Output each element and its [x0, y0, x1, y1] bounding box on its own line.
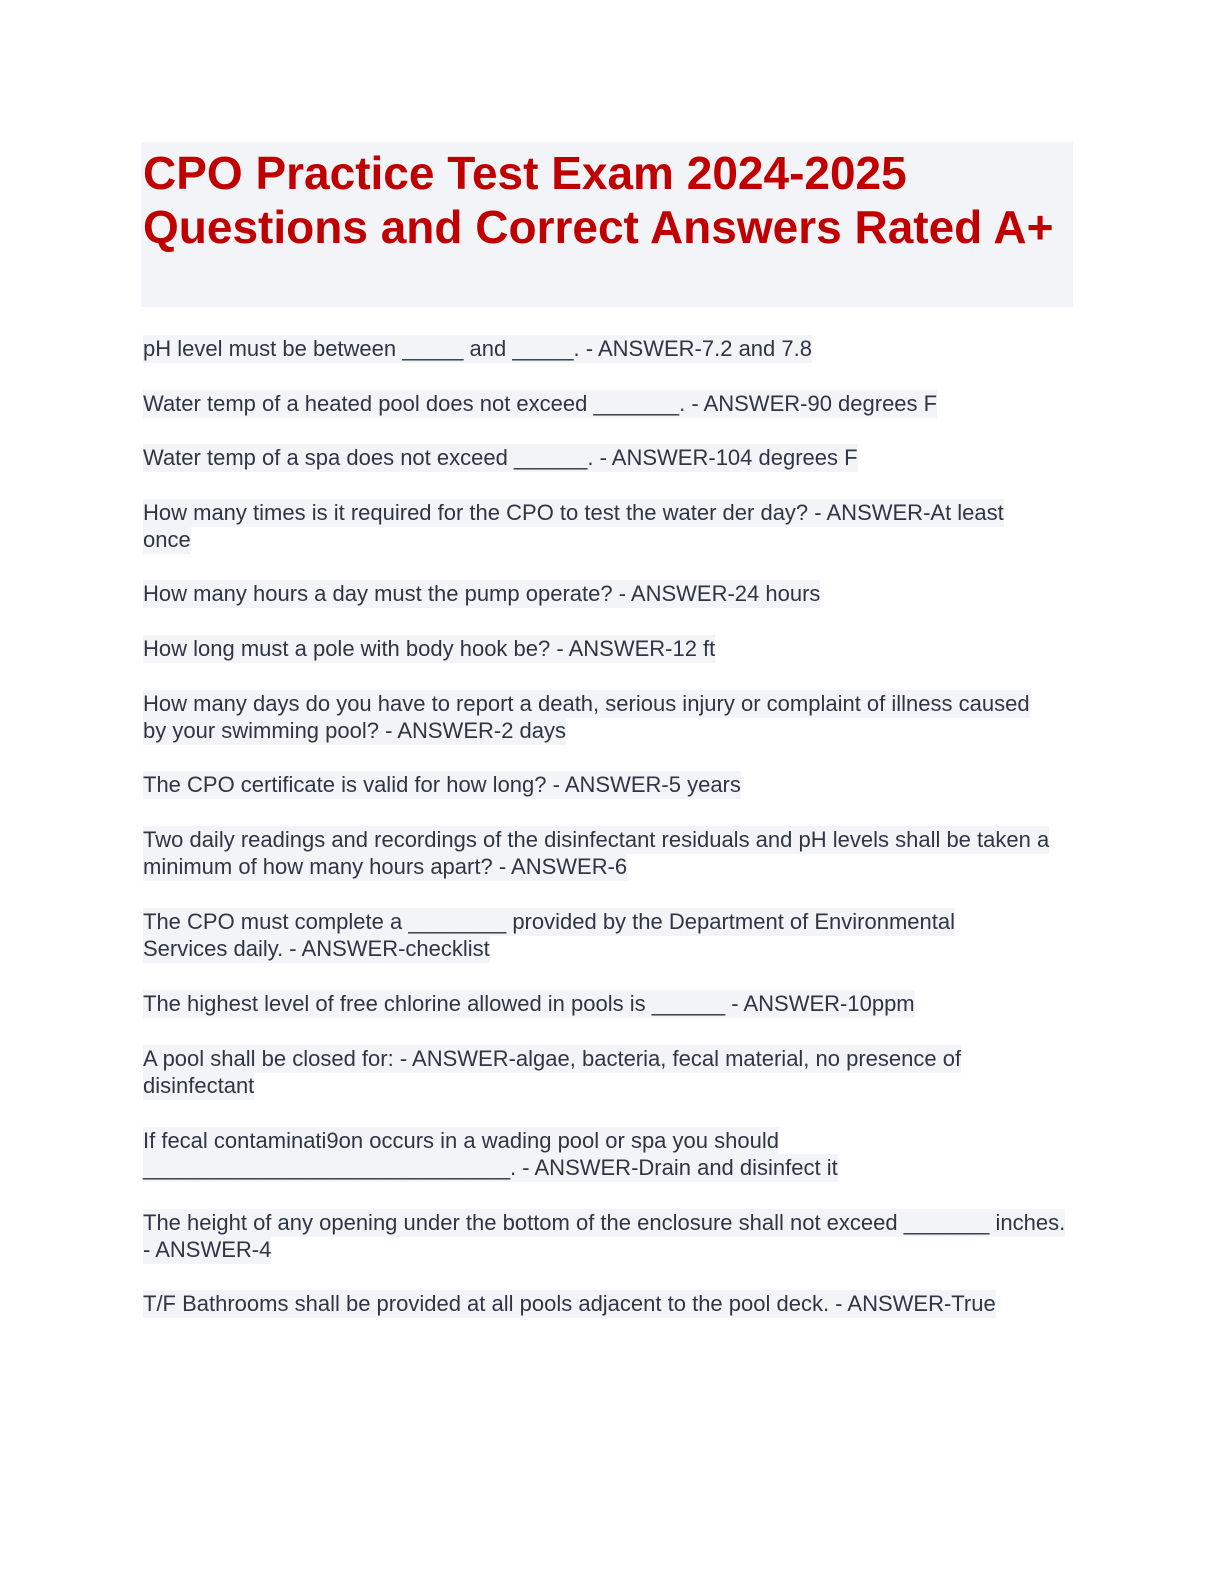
qa-item-text: The CPO certificate is valid for how long? - ANSWER-5 years — [143, 772, 741, 797]
title-block — [141, 142, 1073, 307]
qa-item-4 — [143, 499, 1033, 553]
qa-item-3 — [143, 444, 1043, 471]
qa-item-text: pH level must be between _____ and _____. - ANSWER-7.2 and 7.8 — [143, 336, 812, 361]
qa-item-text: Water temp of a spa does not exceed ______. - ANSWER-104 degrees F — [143, 445, 858, 470]
qa-item-13 — [143, 1127, 903, 1181]
qa-item-11 — [143, 990, 1043, 1017]
qa-item-1 — [143, 335, 1043, 362]
qa-item-text: Water temp of a heated pool does not exceed _______. - ANSWER-90 degrees F — [143, 391, 938, 416]
qa-item-7 — [143, 690, 1033, 744]
qa-item-12 — [143, 1045, 1043, 1099]
qa-item-8 — [143, 771, 1043, 798]
qa-item-15 — [143, 1290, 1103, 1317]
qa-item-text: A pool shall be closed for: - ANSWER-algae, bacteria, fecal material, no presence of disinfectant — [143, 1046, 962, 1098]
qa-item-14 — [143, 1209, 1068, 1263]
qa-item-text: How long must a pole with body hook be? - ANSWER-12 ft — [143, 636, 716, 661]
qa-item-text: How many hours a day must the pump operate? - ANSWER-24 hours — [143, 581, 821, 606]
document-title: CPO Practice Test Exam 2024-2025 Questions and Correct Answers Rated A+ — [143, 147, 1054, 253]
qa-item-6 — [143, 635, 1043, 662]
qa-item-text: How many times is it required for the CPO to test the water der day? - ANSWER-At least once — [143, 500, 1004, 552]
qa-item-2 — [143, 390, 1043, 417]
qa-item-text: T/F Bathrooms shall be provided at all pools adjacent to the pool deck. - ANSWER-True — [143, 1291, 996, 1316]
qa-item-text: The CPO must complete a ________ provided by the Department of Environmental Services daily. - ANSWER-checklist — [143, 909, 956, 961]
qa-item-text: How many days do you have to report a death, serious injury or complaint of illness caused by your swimming pool? - ANSWER-2 days — [143, 691, 1030, 743]
qa-item-text: If fecal contaminati9on occurs in a wading pool or spa you should ______________________________. - ANSWER-Drain and disinfect it — [143, 1128, 838, 1180]
qa-item-text: The height of any opening under the bottom of the enclosure shall not exceed _______ inches. - ANSWER-4 — [143, 1210, 1066, 1262]
qa-item-5 — [143, 580, 1043, 607]
qa-item-text: The highest level of free chlorine allowed in pools is ______ - ANSWER-10ppm — [143, 991, 915, 1016]
qa-item-10 — [143, 908, 1033, 962]
qa-item-text: Two daily readings and recordings of the disinfectant residuals and pH levels shall be taken a minimum of how many hours apart? - ANSWER-6 — [143, 827, 1050, 879]
qa-item-9 — [143, 826, 1053, 880]
